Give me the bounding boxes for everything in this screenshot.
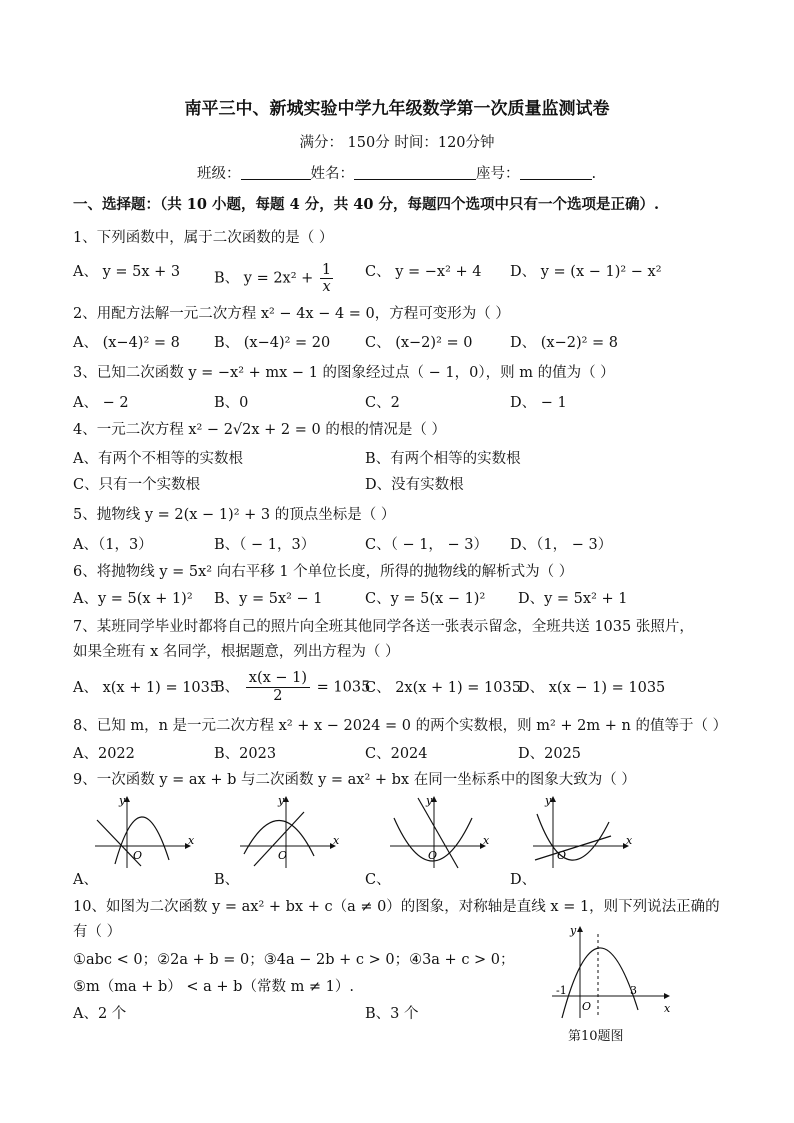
seat-label: 座号： <box>476 166 520 182</box>
q9b-x-label: x <box>333 834 340 847</box>
q6-option-c: C、y = 5(x − 1)² <box>365 591 486 607</box>
q2-option-a: A、 (x−4)² = 8 <box>73 335 180 351</box>
class-label: 班级： <box>197 166 241 182</box>
section-heading: 一、选择题：（共 10 小题，每题 4 分，共 40 分，每题四个选项中只有一个选项是正确）. <box>73 196 660 213</box>
q5-option-a: A、（1，3） <box>73 537 153 553</box>
name-blank[interactable] <box>354 165 476 180</box>
q1-b-expr: B、 y = 2x² + <box>214 270 314 287</box>
q10-figure <box>548 922 678 1022</box>
q10-fig-x: x <box>664 1002 671 1015</box>
q1-option-d: D、 y = (x − 1)² − x² <box>510 264 662 280</box>
q9a-x-label: x <box>188 834 195 847</box>
q10-statements-2: ⑤m（ma + b） < a + b（常数 m ≠ 1）. <box>73 979 355 995</box>
q9-graph-b <box>238 792 342 870</box>
q10-statements-1: ①abc < 0；②2a + b = 0；③4a − 2b + c > 0；④3a + c > 0； <box>73 952 515 968</box>
q8-option-d: D、2025 <box>518 746 582 762</box>
q9-option-c: C、 <box>365 872 391 888</box>
q2-option-b: B、 (x−4)² = 20 <box>214 335 331 351</box>
q9-graph-c <box>388 792 492 870</box>
q9b-origin: O <box>278 849 288 862</box>
q3-option-c: C、2 <box>365 395 400 411</box>
q9-graph-d <box>531 792 635 870</box>
q10-fig-y: y <box>570 924 577 937</box>
q6-option-d: D、y = 5x² + 1 <box>518 591 628 607</box>
q9b-y-label: y <box>278 794 285 807</box>
q7-option-d: D、 x(x − 1) = 1035 <box>518 680 666 696</box>
q9d-y-label: y <box>545 794 552 807</box>
q8-option-a: A、2022 <box>73 746 135 762</box>
class-blank[interactable] <box>241 165 311 180</box>
q3-option-b: B、0 <box>214 395 249 411</box>
q7-b-denominator: 2 <box>273 688 283 704</box>
q9c-origin: O <box>428 849 438 862</box>
q4-option-d: D、没有实数根 <box>365 477 464 493</box>
q9c-y-label: y <box>426 794 433 807</box>
q9d-x-label: x <box>626 834 633 847</box>
score-time-line: 满分： 150分 时间：120分钟 <box>299 135 495 151</box>
q7-b-fraction <box>246 670 310 705</box>
q9a-origin: O <box>133 849 143 862</box>
q4-option-c: C、只有一个实数根 <box>73 477 201 493</box>
q1-option-b <box>214 262 333 295</box>
student-info-line <box>197 164 596 184</box>
q7-stem-2: 如果全班有 x 名同学，根据题意，列出方程为（ ） <box>73 644 400 660</box>
q8-stem: 8、已知 m，n 是一元二次方程 x² + x − 2024 = 0 的两个实数根，则 m² + 2m + n 的值等于（ ） <box>73 718 728 734</box>
q10-figure-caption: 第10题图 <box>568 1029 624 1044</box>
q8-option-b: B、2023 <box>214 746 277 762</box>
name-label: 姓名： <box>310 166 354 182</box>
q4-stem: 4、一元二次方程 x² − 2√2x + 2 = 0 的根的情况是（ ） <box>73 422 446 438</box>
q10-fig-3: 3 <box>630 984 637 997</box>
q7-option-a: A、 x(x + 1) = 1035 <box>73 680 220 696</box>
q9-option-b: B、 <box>214 872 240 888</box>
info-end: . <box>591 166 597 182</box>
q3-option-d: D、 − 1 <box>510 395 567 411</box>
q3-stem: 3、已知二次函数 y = −x² + mx − 1 的图象经过点（ − 1，0），则 m 的值为（ ） <box>73 365 615 381</box>
q7-stem: 7、某班同学毕业时都将自己的照片向全班其他同学各送一张表示留念，全班共送 1035 张照片， <box>73 619 694 635</box>
q9-option-d: D、 <box>510 872 537 888</box>
q1-b-numerator: 1 <box>321 262 332 278</box>
q7-option-b <box>214 670 370 705</box>
q2-option-c: C、 (x−2)² = 0 <box>365 335 473 351</box>
q1-option-c: C、 y = −x² + 4 <box>365 264 482 280</box>
q5-option-c: C、（ − 1， − 3） <box>365 537 489 553</box>
q9-stem: 9、一次函数 y = ax + b 与二次函数 y = ax² + bx 在同一坐标系中的图象大致为（ ） <box>73 772 636 788</box>
q10-stem-2: 有（ ） <box>73 924 122 940</box>
q7-b-rhs: = 1035 <box>316 679 371 696</box>
q7-b-label: B、 <box>214 679 240 696</box>
q2-option-d: D、 (x−2)² = 8 <box>510 335 619 351</box>
exam-title: 南平三中、新城实验中学九年级数学第一次质量监测试卷 <box>184 99 610 119</box>
q1-b-denominator: x <box>322 279 331 295</box>
q4-option-a: A、有两个不相等的实数根 <box>73 451 243 467</box>
q10-stem: 10、如图为二次函数 y = ax² + bx + c（a ≠ 0）的图象，对称轴是直线 x = 1，则下列说法正确的 <box>73 899 720 915</box>
q3-option-a: A、 − 2 <box>73 395 129 411</box>
q1-b-fraction <box>320 262 333 295</box>
q9-graph-a <box>93 792 197 870</box>
q1-stem: 1、下列函数中，属于二次函数的是（ ） <box>73 230 334 246</box>
q10-option-a: A、2 个 <box>73 1006 127 1022</box>
q2-stem: 2、用配方法解一元二次方程 x² − 4x − 4 = 0，方程可变形为（ ） <box>73 306 510 322</box>
q5-stem: 5、抛物线 y = 2(x − 1)² + 3 的顶点坐标是（ ） <box>73 507 396 523</box>
q5-option-b: B、（ − 1，3） <box>214 537 316 553</box>
q6-option-b: B、y = 5x² − 1 <box>214 591 323 607</box>
q10-fig-origin: O <box>582 1000 592 1013</box>
q9c-x-label: x <box>483 834 490 847</box>
q1-option-a: A、 y = 5x + 3 <box>73 264 181 280</box>
q9-option-a: A、 <box>73 872 98 888</box>
q10-fig-neg1: -1 <box>556 984 567 997</box>
q4-option-b: B、有两个相等的实数根 <box>365 451 521 467</box>
seat-blank[interactable] <box>520 165 592 180</box>
q6-option-a: A、y = 5(x + 1)² <box>73 591 193 607</box>
q9d-origin: O <box>557 849 567 862</box>
q10-option-b: B、3 个 <box>365 1006 419 1022</box>
q8-option-c: C、2024 <box>365 746 428 762</box>
q7-b-numerator: x(x − 1) <box>246 670 310 688</box>
q5-option-d: D、（1， − 3） <box>510 537 613 553</box>
q6-stem: 6、将抛物线 y = 5x² 向右平移 1 个单位长度，所得的抛物线的解析式为（ ） <box>73 564 574 580</box>
q9a-y-label: y <box>119 794 126 807</box>
q7-option-c: C、 2x(x + 1) = 1035 <box>365 680 521 696</box>
